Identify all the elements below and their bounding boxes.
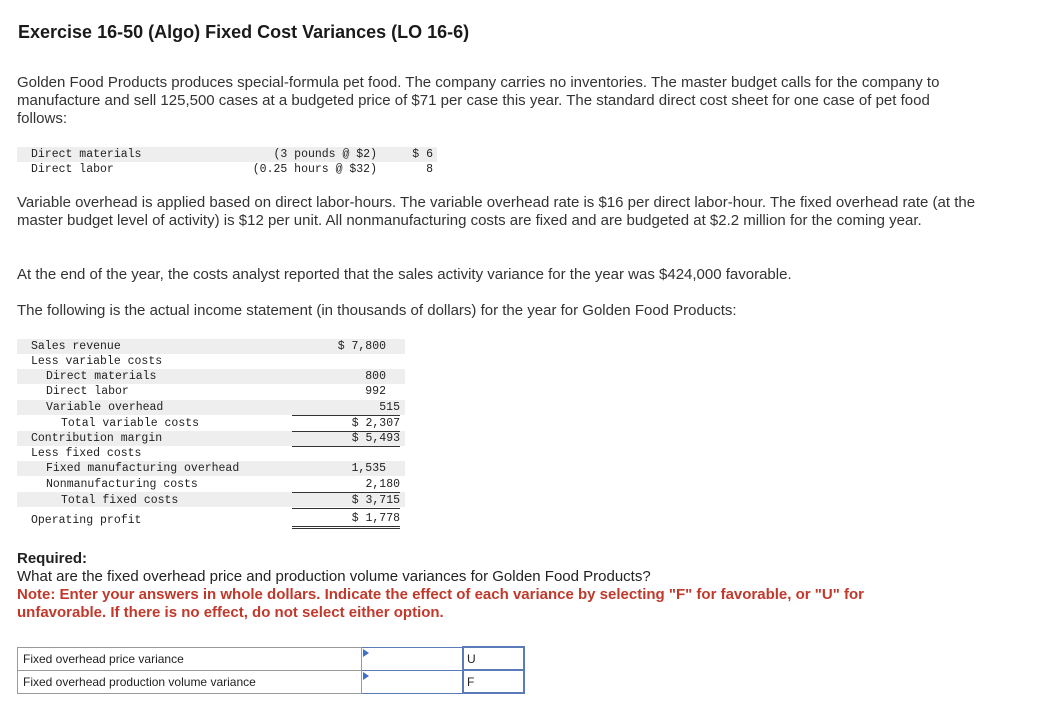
statement-amount: 515 [292, 400, 400, 416]
statement-label: Nonmanufacturing costs [46, 478, 198, 491]
exercise-title: Exercise 16-50 (Algo) Fixed Cost Variances (LO 16-6) [18, 22, 470, 42]
required-label: Required: [17, 550, 88, 567]
cost-sheet-detail: (3 pounds @ $2) [273, 148, 377, 161]
instruction-note: Note: Enter your answers in whole dollars. Indicate the effect of each variance by selecting "F" for favorable, or "U" for unfavorable. If there is no effect, do not select either option. [17, 586, 864, 621]
statement-amount: 2,180 [292, 477, 400, 493]
statement-amount: 992 [365, 385, 386, 398]
price-variance-input[interactable] [362, 647, 464, 670]
statement-label: Direct materials [46, 370, 157, 383]
statement-label: Variable overhead [46, 401, 164, 414]
statement-label: Direct labor [46, 385, 129, 398]
answer-table [17, 646, 525, 694]
statement-label: Contribution margin [31, 432, 163, 445]
required-question: What are the fixed overhead price and production volume variances for Golden Food Products? [17, 568, 651, 585]
flag-icon [363, 649, 369, 657]
answer-label: Fixed overhead production volume variance [18, 670, 362, 693]
flag-icon [363, 672, 369, 680]
statement-label: Less fixed costs [31, 447, 142, 460]
statement-amount: $ 3,715 [292, 493, 400, 509]
statement-label: Less variable costs [31, 355, 163, 368]
statement-amount: 800 [365, 370, 386, 383]
cost-sheet-label: Direct materials [31, 148, 142, 161]
statement-label: Total fixed costs [61, 494, 179, 507]
statement-label: Fixed manufacturing overhead [46, 462, 240, 475]
statement-paragraph: The following is the actual income statement (in thousands of dollars) for the year for Golden Food Products: [17, 302, 737, 319]
statement-amount: $ 2,307 [292, 416, 400, 432]
statement-amount: $ 1,778 [292, 511, 400, 529]
volume-variance-effect-select[interactable]: F [463, 670, 524, 693]
sales-variance-paragraph: At the end of the year, the costs analyst reported that the sales activity variance for the year was $424,000 favorable. [17, 266, 792, 283]
intro-paragraph: Golden Food Products produces special-formula pet food. The company carries no inventories. The master budget calls for the company to manufacture and sell 125,500 cases at a budgeted price of $71 per case this year. The standard direct cost sheet for one case of pet food follows: [17, 74, 940, 127]
statement-amount: $ 7,800 [337, 340, 386, 353]
statement-label: Sales revenue [31, 340, 121, 353]
cost-sheet-amount: $ 6 [412, 148, 433, 161]
cost-sheet-label: Direct labor [31, 163, 114, 176]
answer-row [18, 670, 525, 693]
answer-label: Fixed overhead price variance [18, 647, 362, 670]
cost-sheet-amount: 8 [426, 163, 433, 176]
cost-sheet-detail: (0.25 hours @ $32) [252, 163, 377, 176]
statement-amount: 1,535 [351, 462, 386, 475]
volume-variance-input[interactable] [362, 670, 464, 693]
overhead-paragraph: Variable overhead is applied based on direct labor-hours. The variable overhead rate is $16 per direct labor-hour. The fixed overhead rate (at the master budget level of activity) is $12 per unit. All nonmanufacturing costs are fixed and are budgeted at $2.2 million for the coming year. [17, 194, 976, 229]
answer-row [18, 647, 525, 670]
price-variance-effect-select[interactable]: U [463, 647, 524, 670]
statement-label: Operating profit [31, 514, 142, 527]
required-section [17, 550, 897, 622]
statement-amount: $ 5,493 [292, 431, 400, 447]
statement-label: Total variable costs [61, 417, 200, 430]
